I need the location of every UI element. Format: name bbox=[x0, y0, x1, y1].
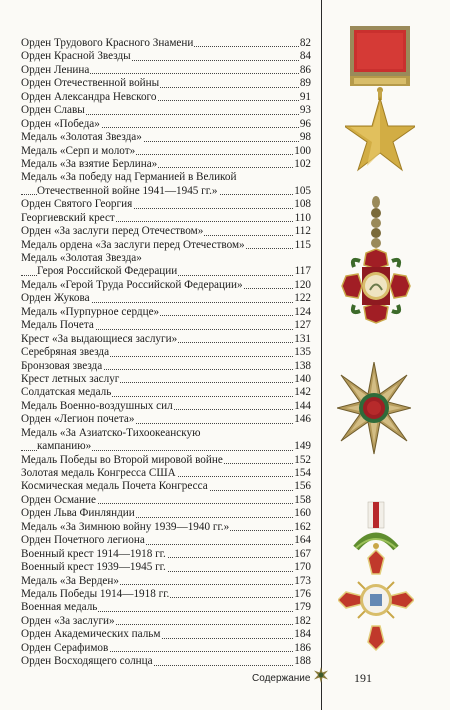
toc-entry bbox=[21, 561, 311, 574]
toc-entry-title: Медаль «Золотая Звезда» bbox=[21, 252, 142, 264]
toc-entry-page: 105 bbox=[294, 184, 311, 197]
toc-entry-page: 167 bbox=[294, 547, 311, 560]
toc-entry-page: 173 bbox=[294, 574, 311, 587]
toc-entry-title: Героя Российской Федерации bbox=[37, 265, 178, 278]
toc-entry-title: Медаль «За взятие Берлина» bbox=[21, 157, 158, 170]
page-number: 191 bbox=[354, 671, 372, 685]
toc-entry-page: 120 bbox=[294, 278, 311, 291]
toc-entry bbox=[21, 548, 311, 561]
toc-entry-title: Медаль Победы во Второй мировой войне bbox=[21, 453, 223, 466]
toc-entry-page: 86 bbox=[299, 63, 311, 76]
toc-entry-title: Космическая медаль Почета Конгресса bbox=[21, 480, 208, 493]
toc-entry-title: Орден Красной Звезды bbox=[21, 50, 131, 63]
toc-entry-page: 162 bbox=[294, 520, 311, 533]
toc-entry bbox=[21, 118, 311, 131]
toc-entry-page: 82 bbox=[299, 37, 311, 49]
toc-entry-page: 91 bbox=[299, 90, 311, 103]
toc-entry bbox=[21, 360, 311, 373]
toc-entry bbox=[21, 467, 311, 480]
toc-entry-title: Медаль «Золотая Звезда» bbox=[21, 131, 142, 144]
toc-entry-title: Орден Александра Невского bbox=[21, 90, 157, 103]
column-divider bbox=[321, 0, 322, 710]
toc-entry bbox=[21, 91, 311, 104]
toc-entry-title: Медаль «За Верден» bbox=[21, 574, 119, 587]
toc-entry bbox=[21, 601, 311, 614]
toc-entry-title: Серебряная звезда bbox=[21, 346, 110, 359]
toc-entry-page: 164 bbox=[294, 534, 311, 547]
toc-entry-title: Медаль Военно-воздушных сил bbox=[21, 399, 173, 412]
toc-entry bbox=[21, 225, 311, 238]
toc-entry bbox=[21, 373, 311, 386]
toc-entry-title: Медаль «За победу над Германией в Великой bbox=[21, 171, 237, 184]
toc-entry bbox=[21, 521, 311, 534]
star-order-image bbox=[337, 362, 411, 462]
toc-entry bbox=[21, 292, 311, 305]
red-cross-order-image bbox=[340, 195, 412, 327]
toc-entry-page: 115 bbox=[294, 238, 311, 251]
toc-entry bbox=[21, 507, 311, 520]
toc-entry-page: 127 bbox=[294, 319, 311, 332]
toc-entry bbox=[21, 386, 311, 399]
toc-entry bbox=[21, 265, 311, 278]
toc-entry-title: Военный крест 1939—1945 гг. bbox=[21, 561, 166, 574]
toc-entry-title: Крест «За выдающиеся заслуги» bbox=[21, 332, 178, 345]
toc-entry-title: Орден Серафимов bbox=[21, 641, 109, 654]
toc-entry bbox=[21, 185, 311, 198]
toc-entry-page: 84 bbox=[299, 50, 311, 63]
toc-entry bbox=[21, 279, 311, 292]
toc-entry-page: 122 bbox=[294, 292, 311, 305]
toc-entry bbox=[21, 427, 311, 440]
toc-entry-page: 142 bbox=[294, 386, 311, 399]
toc-entry bbox=[21, 131, 311, 144]
toc-entry-page: 108 bbox=[294, 198, 311, 211]
toc-entry-page: 135 bbox=[294, 346, 311, 359]
toc-entry bbox=[21, 306, 311, 319]
toc-entry-page: 102 bbox=[294, 157, 311, 170]
toc-entry-page: 96 bbox=[299, 117, 311, 130]
toc-entry bbox=[21, 642, 311, 655]
toc-entry-title: Орден Льва Финляндии bbox=[21, 507, 135, 520]
toc-entry-page: 93 bbox=[299, 104, 311, 117]
toc-entry-title: Орден Отечественной войны bbox=[21, 77, 160, 90]
toc-entry-title: Орден Османие bbox=[21, 493, 96, 506]
toc-entry-title: Медаль ордена «За заслуги перед Отечеством» bbox=[21, 238, 245, 251]
toc-entry-page: 144 bbox=[294, 399, 311, 412]
toc-entry-title: Орден Ленина bbox=[21, 63, 90, 76]
toc-entry bbox=[21, 480, 311, 493]
footer-section-label: Содержание bbox=[252, 673, 311, 684]
toc-entry bbox=[21, 440, 311, 453]
toc-entry bbox=[21, 588, 311, 601]
toc-entry-title: Медаль «Пурпурное сердце» bbox=[21, 305, 160, 318]
toc-entry bbox=[21, 77, 311, 90]
toc-entry-page: 188 bbox=[294, 655, 311, 668]
toc-entry-title: Медаль «За Зимнюю войну 1939—1940 гг.» bbox=[21, 520, 230, 533]
toc-entry-page: 154 bbox=[294, 467, 311, 479]
toc-entry-page: 112 bbox=[294, 225, 311, 238]
toc-entry bbox=[21, 628, 311, 641]
toc-entry bbox=[21, 158, 311, 171]
gold-star-medal-image bbox=[345, 24, 415, 172]
toc-entry-title: Орден «За заслуги перед Отечеством» bbox=[21, 225, 204, 238]
toc-entry-page: 179 bbox=[294, 601, 311, 614]
toc-entry-title: Медаль Победы 1914—1918 гг. bbox=[21, 587, 170, 600]
toc-entry-page: 124 bbox=[294, 305, 311, 318]
wreath-cross-order-image bbox=[338, 500, 414, 652]
toc-entry bbox=[21, 454, 311, 467]
toc-entry-page: 152 bbox=[294, 453, 311, 466]
toc-entry-page: 160 bbox=[294, 507, 311, 520]
toc-entry-title: Орден «Легион почета» bbox=[21, 413, 135, 426]
toc-entry-title: кампанию» bbox=[37, 440, 92, 453]
toc-entry-page: 138 bbox=[294, 359, 311, 372]
toc-entry-page: 184 bbox=[294, 628, 311, 641]
table-of-contents bbox=[21, 37, 311, 669]
toc-entry-title: Орден Почетного легиона bbox=[21, 534, 145, 547]
toc-entry bbox=[21, 534, 311, 547]
toc-entry bbox=[21, 413, 311, 426]
toc-entry bbox=[21, 37, 311, 50]
toc-entry-title: Орден «Победа» bbox=[21, 117, 100, 130]
toc-entry-title: Орден Трудового Красного Знамени bbox=[21, 37, 194, 49]
toc-entry-title: Орден Славы bbox=[21, 104, 85, 117]
toc-entry-title: Отечественной войне 1941—1945 гг.» bbox=[37, 184, 218, 197]
star-ornament-icon bbox=[313, 667, 329, 683]
toc-entry bbox=[21, 575, 311, 588]
toc-entry-title: Орден Святого Георгия bbox=[21, 198, 133, 211]
toc-entry bbox=[21, 212, 311, 225]
toc-entry bbox=[21, 400, 311, 413]
toc-entry-title: Медаль Почета bbox=[21, 319, 94, 332]
toc-entry bbox=[21, 655, 311, 668]
toc-entry bbox=[21, 319, 311, 332]
toc-entry-page: 176 bbox=[294, 587, 311, 600]
toc-entry-title: Орден «За заслуги» bbox=[21, 614, 115, 627]
toc-entry bbox=[21, 239, 311, 252]
toc-entry-title: Военный крест 1914—1918 гг. bbox=[21, 547, 166, 560]
toc-entry bbox=[21, 494, 311, 507]
toc-entry bbox=[21, 346, 311, 359]
toc-entry-title: Солдатская медаль bbox=[21, 386, 112, 399]
toc-entry-title: Военная медаль bbox=[21, 601, 98, 614]
toc-entry-title: Медаль «Серп и молот» bbox=[21, 144, 136, 157]
toc-entry-page: 158 bbox=[294, 493, 311, 506]
toc-entry-page: 156 bbox=[294, 480, 311, 493]
toc-entry-title: Орден Восходящего солнца bbox=[21, 655, 153, 668]
toc-entry-page: 131 bbox=[294, 332, 311, 345]
toc-entry-page: 146 bbox=[294, 413, 311, 426]
toc-entry bbox=[21, 145, 311, 158]
toc-entry bbox=[21, 615, 311, 628]
toc-entry-page: 149 bbox=[294, 440, 311, 453]
toc-entry-page: 100 bbox=[294, 144, 311, 157]
toc-entry bbox=[21, 252, 311, 265]
toc-entry-page: 89 bbox=[299, 77, 311, 90]
toc-entry-title: Золотая медаль Конгресса США bbox=[21, 467, 176, 479]
toc-entry-page: 186 bbox=[294, 641, 311, 654]
toc-entry bbox=[21, 333, 311, 346]
toc-entry bbox=[21, 64, 311, 77]
toc-entry-title: Крест летных заслуг bbox=[21, 372, 120, 385]
toc-entry-title: Орден Академических пальм bbox=[21, 628, 161, 641]
toc-entry bbox=[21, 171, 311, 184]
toc-entry-page: 110 bbox=[294, 211, 311, 224]
toc-entry-title: Георгиевский крест bbox=[21, 211, 115, 224]
toc-entry-title: Медаль «За Азиатско-Тихоокеанскую bbox=[21, 426, 201, 439]
toc-entry-page: 140 bbox=[294, 372, 311, 385]
toc-entry-title: Бронзовая звезда bbox=[21, 359, 103, 372]
toc-entry-page: 117 bbox=[294, 265, 311, 278]
toc-entry bbox=[21, 104, 311, 117]
toc-entry-title: Медаль «Герой Труда Российской Федерации» bbox=[21, 278, 243, 291]
toc-entry bbox=[21, 50, 311, 63]
toc-entry bbox=[21, 198, 311, 211]
toc-entry-title: Орден Жукова bbox=[21, 292, 90, 305]
toc-entry-page: 170 bbox=[294, 561, 311, 574]
toc-entry-page: 98 bbox=[299, 131, 311, 144]
toc-entry-page: 182 bbox=[294, 614, 311, 627]
